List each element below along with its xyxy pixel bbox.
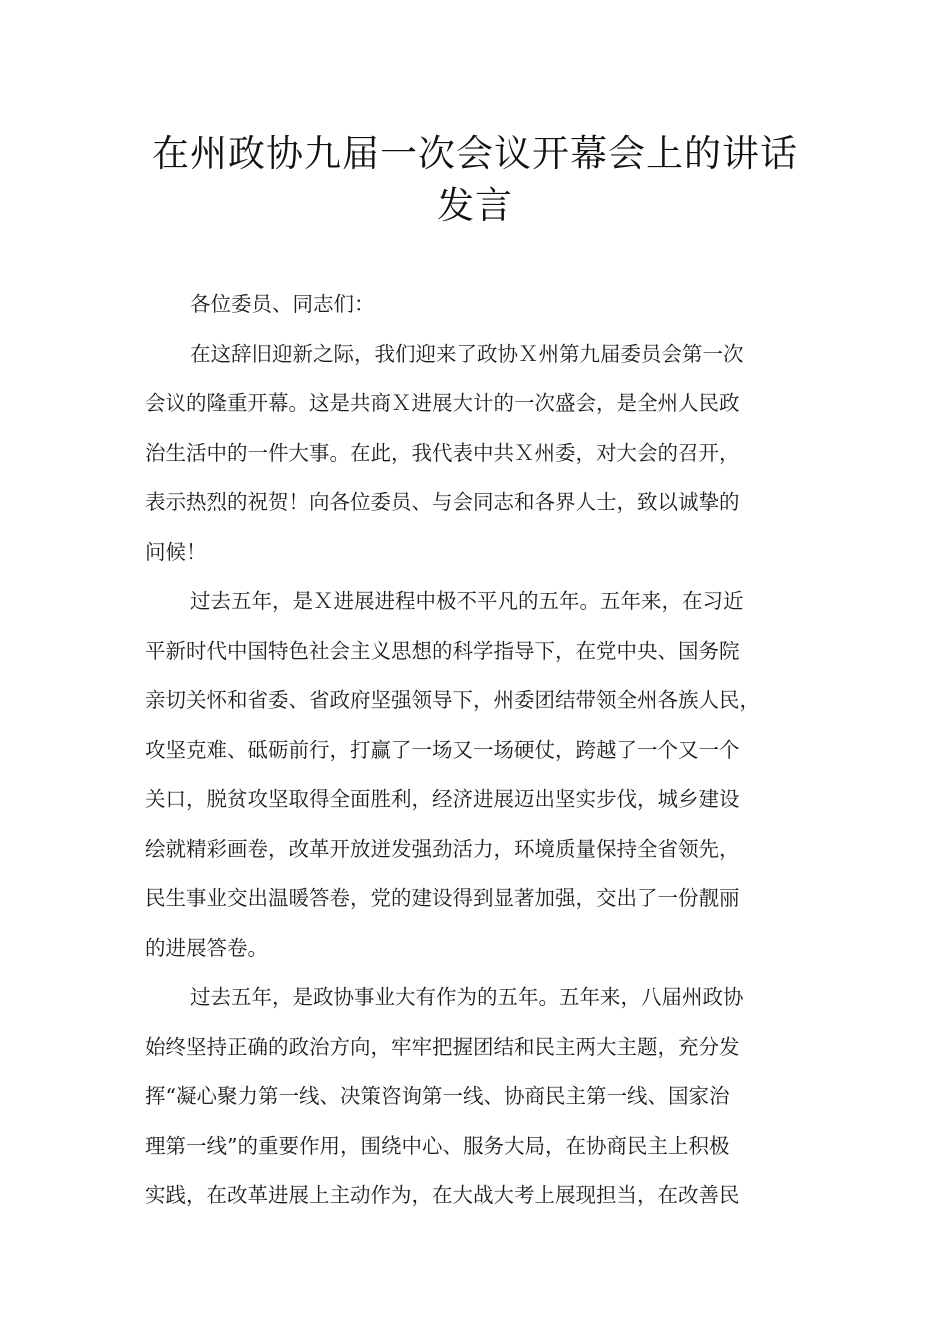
paragraph-line: 过去五年，是Ｘ进展进程中极不平凡的五年。五年来，在习近: [190, 589, 744, 613]
paragraph-line: 的进展答卷。: [145, 935, 268, 960]
paragraph-line: 攻坚克难、砥砺前行，打赢了一场又一场硬仗，跨越了一个又一个: [145, 737, 740, 762]
paragraph-line: 理第一线”的重要作用，围绕中心、服务大局，在协商民主上积极: [145, 1133, 730, 1158]
paragraph-line: 表示热烈的祝贺！向各位委员、与会同志和各界人士，致以诚挚的: [145, 490, 740, 514]
paragraph-line: 会议的隆重开幕。这是共商Ｘ进展大计的一次盛会，是全州人民政: [145, 391, 740, 415]
paragraph-line: 民生事业交出温暖答卷，党的建设得到显著加强，交出了一份靓丽: [145, 886, 740, 910]
paragraph-line: 绘就精彩画卷，改革开放迸发强劲活力，环境质量保持全省领先，: [145, 836, 740, 861]
paragraph-line: 挥“凝心聚力第一线、决策咨询第一线、协商民主第一线、国家治: [145, 1084, 730, 1108]
paragraph-line: 平新时代中国特色社会主义思想的科学指导下，在党中央、国务院: [145, 638, 740, 663]
document-title: [100, 128, 850, 232]
paragraph-line: 关口，脱贫攻坚取得全面胜利，经济进展迈出坚实步伐，城乡建设: [145, 787, 740, 811]
salutation: [145, 280, 825, 330]
paragraph-1: [145, 330, 825, 578]
document-body: [145, 280, 825, 1221]
paragraph-2: [145, 577, 825, 973]
salutation-text: 各位委员、同志们：: [190, 292, 375, 316]
paragraph-line: 亲切关怀和省委、省政府坚强领导下，州委团结带领全州各族人民，: [145, 688, 760, 712]
paragraph-line: 问候！: [145, 539, 207, 564]
paragraph-line: 在这辞旧迎新之际，我们迎来了政协Ｘ州第九届委员会第一次: [190, 341, 744, 366]
title-line-1: 在州政协九届一次会议开幕会上的讲话: [152, 132, 798, 175]
paragraph-line: 始终坚持正确的政治方向，牢牢把握团结和民主两大主题，充分发: [145, 1034, 740, 1059]
paragraph-line: 治生活中的一件大事。在此，我代表中共Ｘ州委，对大会的召开，: [145, 440, 740, 465]
paragraph-3: [145, 973, 825, 1221]
paragraph-line: 过去五年，是政协事业大有作为的五年。五年来，八届州政协: [190, 985, 744, 1009]
title-line-2: 发言: [437, 184, 513, 227]
paragraph-line: 实践，在改革进展上主动作为，在大战大考上展现担当，在改善民: [145, 1183, 740, 1207]
